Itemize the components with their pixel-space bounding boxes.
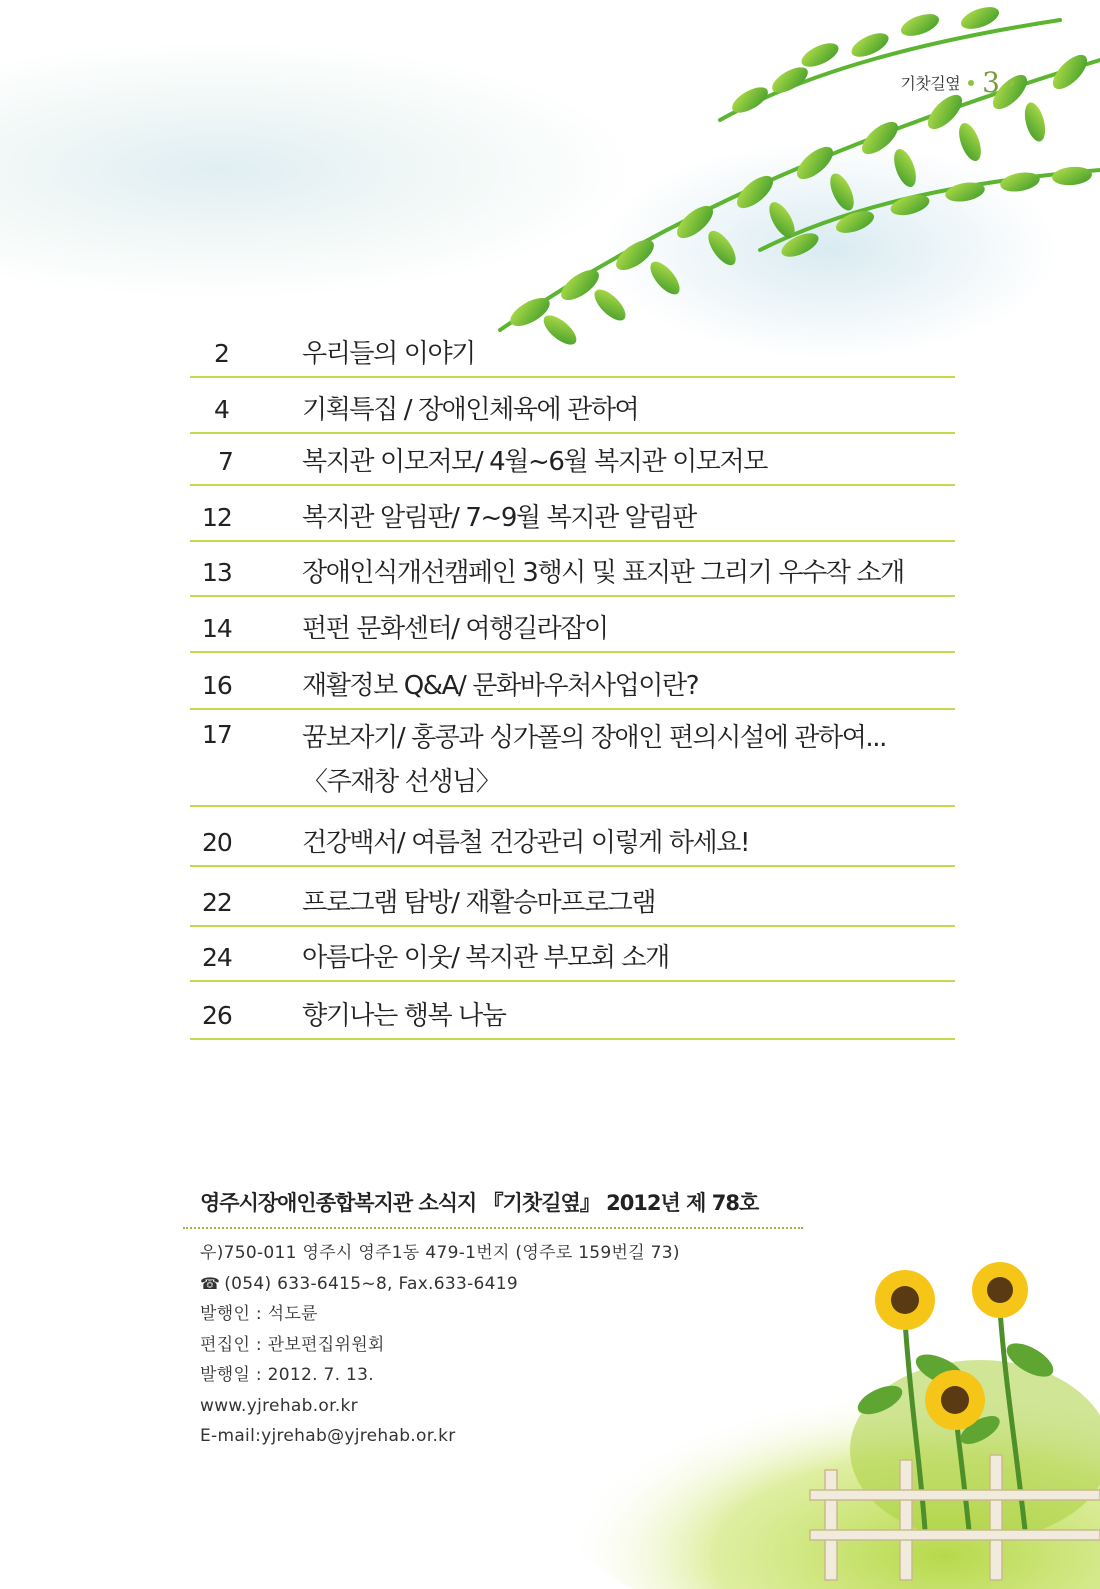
toc-page: 12 <box>202 503 232 532</box>
toc-row[interactable] <box>190 653 955 710</box>
email-link[interactable]: E-mail:yjrehab@yjrehab.or.kr <box>200 1426 456 1446</box>
toc-title: 우리들의 이야기 <box>302 339 475 369</box>
toc-title: 건강백서/ 여름철 건강관리 이렇게 하세요! <box>302 828 750 858</box>
toc-subtitle: 〈주재창 선생님〉 <box>302 767 501 797</box>
page-header <box>900 66 1014 99</box>
toc-page: 14 <box>202 614 232 643</box>
toc-title: 기획특집 / 장애인체육에 관하여 <box>302 395 639 425</box>
page-number: 3 <box>982 66 1000 99</box>
address: 우)750-011 영주시 영주1동 479-1번지 (영주로 159번길 73) <box>200 1243 680 1263</box>
dot-icon <box>1008 80 1014 86</box>
toc-page: 26 <box>202 1001 232 1030</box>
website-link[interactable]: www.yjrehab.or.kr <box>200 1395 358 1416</box>
toc-row[interactable] <box>190 486 955 542</box>
toc-page: 16 <box>202 671 232 700</box>
toc-page: 4 <box>214 395 229 424</box>
toc-row[interactable] <box>190 710 955 807</box>
publisher: 발행인 : 석도륜 <box>200 1304 318 1324</box>
toc-page: 17 <box>202 720 232 749</box>
toc-page: 22 <box>202 888 232 917</box>
toc-page: 7 <box>218 447 233 476</box>
toc-row[interactable] <box>190 807 955 867</box>
toc-page: 13 <box>202 558 232 587</box>
issue-date: 발행일 : 2012. 7. 13. <box>200 1365 374 1385</box>
toc-title <box>302 710 955 804</box>
toc-title: 프로그램 탐방/ 재활승마프로그램 <box>302 888 656 918</box>
table-of-contents <box>190 327 955 1040</box>
toc-page: 2 <box>214 339 229 368</box>
toc-title: 향기나는 행복 나눔 <box>302 1001 506 1031</box>
toc-row[interactable] <box>190 597 955 653</box>
toc-row[interactable] <box>190 434 955 486</box>
editor: 편집인 : 관보편집위원회 <box>200 1334 385 1355</box>
toc-title: 복지관 이모저모/ 4월~6월 복지관 이모저모 <box>302 447 767 477</box>
toc-title: 복지관 알림판/ 7~9월 복지관 알림판 <box>302 503 696 533</box>
telephone-icon: ☎ <box>200 1273 221 1293</box>
publication-title: 영주시장애인종합복지관 소식지 『기찻길옆』 2012년 제 78호 <box>183 1187 803 1229</box>
toc-row[interactable] <box>190 982 955 1040</box>
toc-title: 재활정보 Q&A/ 문화바우처사업이란? <box>302 671 699 701</box>
toc-row[interactable] <box>190 927 955 982</box>
phone-number: (054) 633-6415~8, Fax.633-6419 <box>224 1273 519 1294</box>
magazine-name: 기찻길옆 <box>900 74 961 93</box>
toc-title: 펀펀 문화센터/ 여행길라잡이 <box>302 614 608 644</box>
leaves-illustration <box>460 0 1100 360</box>
toc-row[interactable] <box>190 378 955 434</box>
toc-page: 20 <box>202 828 232 857</box>
toc-row[interactable] <box>190 542 955 597</box>
sunflower-illustration <box>560 1200 1100 1589</box>
dot-icon <box>968 80 974 86</box>
toc-row[interactable] <box>190 327 955 378</box>
toc-title-line: 꿈보자기/ 홍콩과 싱가폴의 장애인 편의시설에 관하여... <box>302 723 887 753</box>
toc-title: 장애인식개선캠페인 3행시 및 표지판 그리기 우수작 소개 <box>302 558 904 588</box>
toc-page: 24 <box>202 943 232 972</box>
toc-row[interactable] <box>190 867 955 927</box>
toc-title: 아름다운 이웃/ 복지관 부모회 소개 <box>302 943 669 973</box>
